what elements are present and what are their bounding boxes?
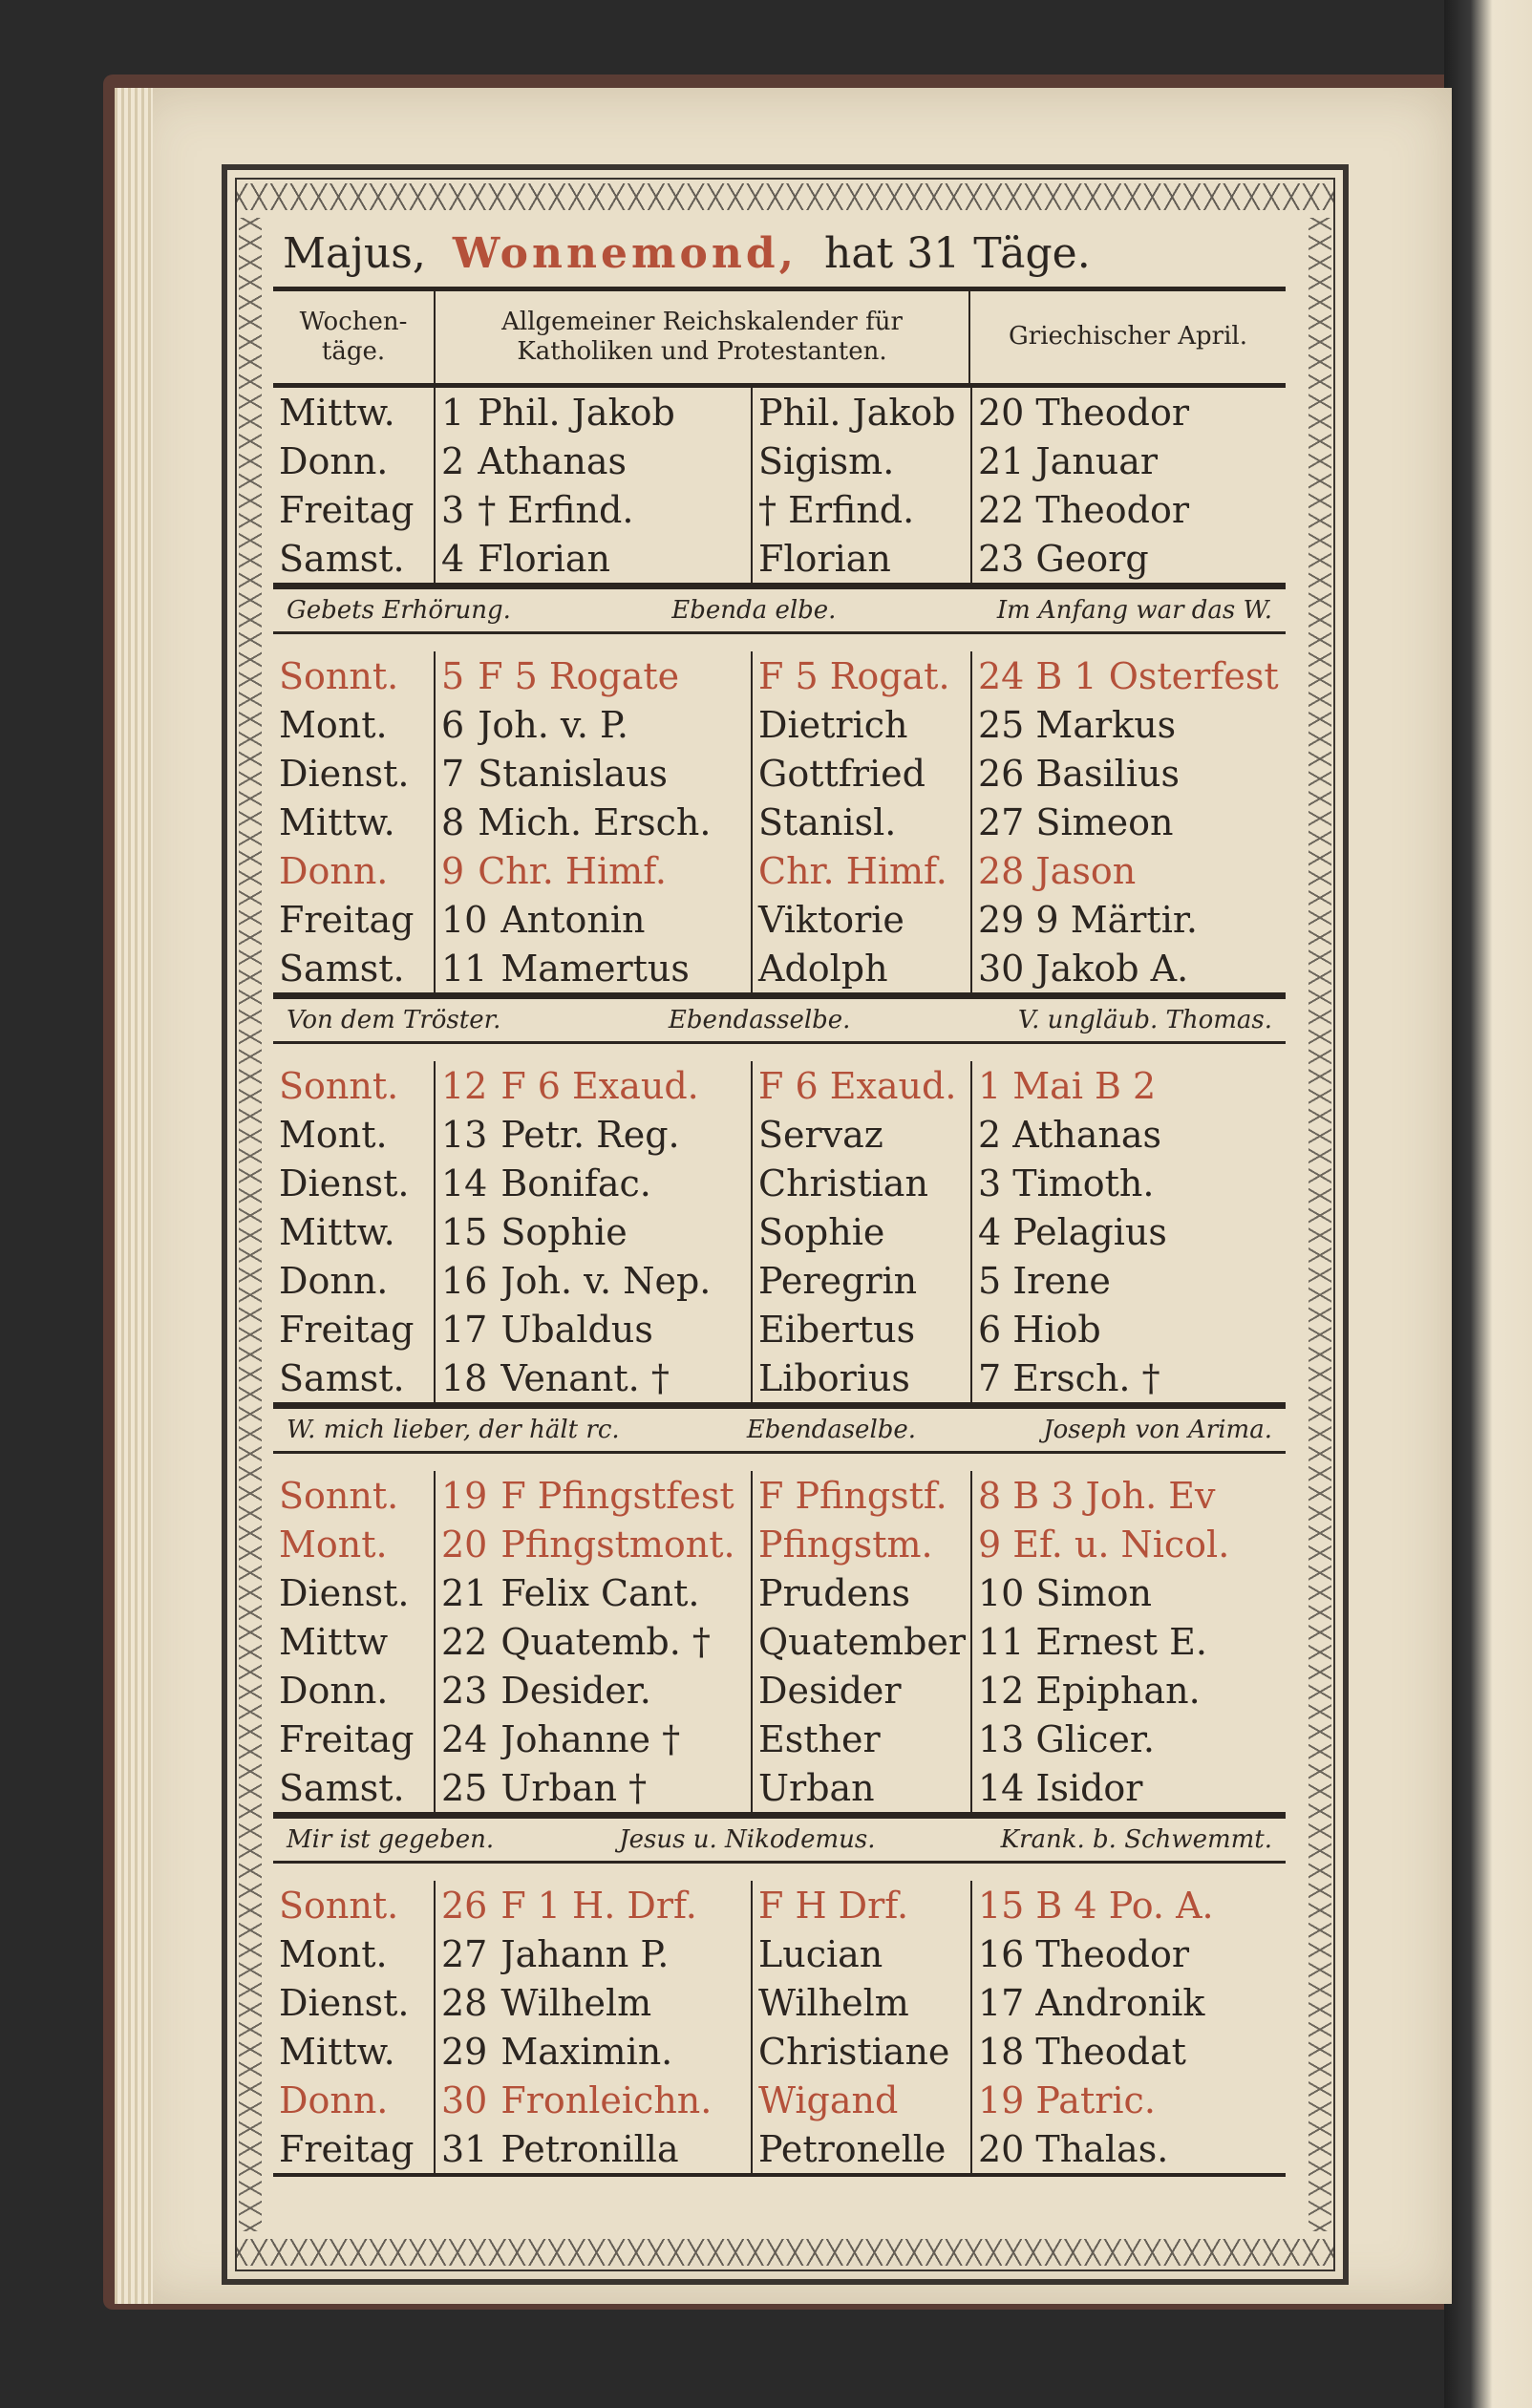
saint-name: Joh. v. P. [478,703,628,746]
day-number: 25 [441,1766,488,1809]
calendar-day-row [273,534,1286,583]
month-day-count: hat 31 Täge. [823,228,1091,278]
saint-name: F 5 Rogate [478,654,680,697]
calendar-day-row [273,1207,1286,1256]
weekday-cell: Sonnt. [273,1061,436,1110]
weeks-container [273,388,1286,2194]
day-number: 21 [441,1571,488,1614]
greek-calendar-cell: 5 Irene [970,1256,1286,1305]
catholic-saint-cell [436,2128,751,2170]
weekday-cell: Sonnt. [273,651,436,700]
protestant-saint-cell: Viktorie [751,895,970,944]
day-number: 26 [441,1884,488,1927]
weekday-cell: Mont. [273,700,436,749]
weekday-cell: Freitag [273,485,436,534]
saint-name: Petronilla [500,2127,679,2170]
calendar-day-row [273,700,1286,749]
protestant-saint-cell: Stanisl. [751,798,970,846]
saint-name: Florian [478,537,611,580]
weekday-cell: Samst. [273,1353,436,1402]
header-general-calendar: Allgemeiner Reichskalender für Katholiken und Protestanten. [436,291,970,383]
protestant-saint-cell: † Erfind. [751,485,970,534]
catholic-saint-cell [436,2031,751,2073]
zigzag-border-bottom [237,2239,1333,2266]
protestant-saint-cell: Urban [751,1763,970,1812]
weekday-cell: Samst. [273,1763,436,1812]
saint-name: Stanislaus [478,752,669,795]
saint-name: Mich. Ersch. [478,800,712,843]
protestant-saint-cell: Lucian [751,1929,970,1978]
protestant-saint-cell: Wigand [751,2076,970,2124]
protestant-saint-cell: Petronelle [751,2124,970,2173]
weekday-cell: Mont. [273,1520,436,1568]
day-number: 22 [441,1620,488,1663]
protestant-saint-cell: F H Drf. [751,1881,970,1929]
protestant-saint-cell: Dietrich [751,700,970,749]
greek-calendar-cell: 1 Mai B 2 [970,1061,1286,1110]
day-number: 17 [441,1308,488,1351]
day-number: 14 [441,1161,488,1204]
gospel-reading: Krank. b. Schwemmt. [1000,1825,1272,1854]
day-number: 5 [441,654,465,697]
catholic-saint-cell [436,899,751,941]
week-spacer [273,2177,1286,2194]
weekday-cell: Sonnt. [273,1881,436,1929]
month-latin: Majus, [283,228,426,278]
greek-calendar-cell: 27 Simeon [970,798,1286,846]
greek-calendar-cell: 16 Theodor [970,1929,1286,1978]
protestant-saint-cell: Christiane [751,2027,970,2076]
day-number: 3 [441,488,465,531]
greek-calendar-cell: 26 Basilius [970,749,1286,798]
catholic-saint-cell [436,1114,751,1156]
day-number: 12 [441,1064,488,1107]
protestant-saint-cell: F 6 Exaud. [751,1061,970,1110]
saint-name: Felix Cant. [500,1571,700,1614]
weekday-cell: Sonnt. [273,1471,436,1520]
greek-calendar-cell: 12 Epiphan. [970,1666,1286,1715]
weekday-cell: Donn. [273,2076,436,2124]
calendar-day-row [273,895,1286,944]
weekday-cell: Donn. [273,1666,436,1715]
greek-calendar-cell: 20 Theodor [970,388,1286,437]
catholic-saint-cell [436,1572,751,1614]
saint-name: F 6 Exaud. [500,1064,699,1107]
calendar-day-row [273,1305,1286,1353]
zigzag-border-left [239,218,262,2231]
day-number: 9 [441,849,465,892]
weekday-cell: Dienst. [273,1978,436,2027]
week-block [273,651,1286,996]
week-block [273,1881,1286,2177]
decorative-border [222,164,1349,2285]
catholic-saint-cell [436,1933,751,1975]
day-number: 31 [441,2127,488,2170]
saint-name: Maximin. [500,2030,673,2073]
weekday-cell: Freitag [273,1305,436,1353]
catholic-saint-cell [436,1260,751,1302]
saint-name: Wilhelm [500,1981,652,2024]
weekday-cell: Freitag [273,2124,436,2173]
day-number: 27 [441,1932,488,1975]
calendar-day-row [273,798,1286,846]
calendar-day-row [273,651,1286,700]
catholic-saint-cell [436,753,751,795]
weekday-cell: Mittw. [273,1207,436,1256]
greek-calendar-cell: 4 Pelagius [970,1207,1286,1256]
calendar-day-row [273,1617,1286,1666]
catholic-saint-cell [436,704,751,746]
day-number: 13 [441,1113,488,1156]
catholic-saint-cell [436,1885,751,1927]
greek-calendar-cell: 29 9 Märtir. [970,895,1286,944]
catholic-saint-cell [436,1357,751,1399]
day-number: 6 [441,703,465,746]
greek-calendar-cell: 3 Timoth. [970,1159,1286,1207]
zigzag-border-top [237,183,1333,210]
gospel-reading: W. mich lieber, der hält rc. [287,1416,620,1444]
saint-name: Jahann P. [500,1932,670,1975]
protestant-saint-cell: Phil. Jakob [751,388,970,437]
weekday-cell: Dienst. [273,749,436,798]
page-stack-edge [115,88,153,2304]
calendar-day-row [273,2076,1286,2124]
greek-calendar-cell: 22 Theodor [970,485,1286,534]
greek-calendar-cell: 24 B 1 Osterfest [970,651,1286,700]
saint-name: Venant. † [500,1356,670,1399]
saint-name: Phil. Jakob [478,391,675,434]
weekday-cell: Mont. [273,1929,436,1978]
weekday-cell: Dienst. [273,1568,436,1617]
protestant-saint-cell: Liborius [751,1353,970,1402]
weekday-cell: Donn. [273,846,436,895]
catholic-saint-cell [436,1767,751,1809]
saint-name: Petr. Reg. [500,1113,680,1156]
greek-calendar-cell: 7 Ersch. † [970,1353,1286,1402]
catholic-saint-cell [436,948,751,990]
calendar-day-row [273,1520,1286,1568]
saint-name: Quatemb. † [500,1620,711,1663]
gospel-reading: Gebets Erhörung. [287,596,511,625]
greek-calendar-cell: 21 Januar [970,437,1286,485]
day-number: 1 [441,391,465,434]
week-spacer [273,634,1286,651]
day-number: 8 [441,800,465,843]
zigzag-border-right [1309,218,1331,2231]
saint-name: F Pfingstfest [500,1474,734,1517]
saint-name: Mamertus [500,947,690,990]
day-number: 16 [441,1259,488,1302]
saint-name: Desider. [500,1669,651,1712]
weekday-cell: Samst. [273,534,436,583]
saint-name: Fronleichn. [500,2078,713,2121]
gospel-reading: Von dem Tröster. [287,1006,501,1034]
gospel-reading: Ebendasselbe. [668,1006,851,1034]
catholic-saint-cell [436,850,751,892]
protestant-saint-cell: F Pfingstf. [751,1471,970,1520]
day-number: 10 [441,898,488,941]
weekday-cell: Mont. [273,1110,436,1159]
calendar-day-row [273,944,1286,992]
gospel-reading: Im Anfang war das W. [996,596,1272,625]
day-number: 2 [441,439,465,482]
weekday-cell: Mittw. [273,798,436,846]
saint-name: Athanas [478,439,627,482]
protestant-saint-cell: Peregrin [751,1256,970,1305]
column-headers [273,291,1286,388]
calendar-day-row [273,485,1286,534]
calendar-table [273,220,1286,2226]
catholic-saint-cell [436,1982,751,2024]
month-title [273,220,1286,291]
calendar-day-row [273,1715,1286,1763]
day-number: 19 [441,1474,488,1517]
calendar-day-row [273,1881,1286,1929]
weekday-cell: Samst. [273,944,436,992]
protestant-saint-cell: Adolph [751,944,970,992]
catholic-saint-cell [436,1524,751,1566]
saint-name: F 1 H. Drf. [500,1884,697,1927]
calendar-day-row [273,846,1286,895]
weekday-cell: Mittw [273,1617,436,1666]
weekday-cell: Freitag [273,895,436,944]
protestant-saint-cell: Chr. Himf. [751,846,970,895]
gospel-reading-line [273,996,1286,1044]
catholic-saint-cell [436,1718,751,1760]
protestant-saint-cell: F 5 Rogat. [751,651,970,700]
calendar-day-row [273,437,1286,485]
greek-calendar-cell: 30 Jakob A. [970,944,1286,992]
protestant-saint-cell: Esther [751,1715,970,1763]
catholic-saint-cell [436,1065,751,1107]
day-number: 29 [441,2030,488,2073]
catholic-saint-cell [436,1621,751,1663]
day-number: 15 [441,1210,488,1253]
catholic-saint-cell [436,801,751,843]
gospel-reading: Joseph von Arima. [1043,1416,1272,1444]
calendar-day-row [273,1763,1286,1812]
gospel-reading-line [273,1816,1286,1864]
protestant-saint-cell: Pfingstm. [751,1520,970,1568]
protestant-saint-cell: Servaz [751,1110,970,1159]
header-weekday: Wochen-täge. [273,291,436,383]
weekday-cell: Mittw. [273,2027,436,2076]
day-number: 30 [441,2078,488,2121]
calendar-day-row [273,1666,1286,1715]
day-number: 18 [441,1356,488,1399]
day-number: 24 [441,1717,488,1760]
catholic-saint-cell [436,655,751,697]
greek-calendar-cell: 6 Hiob [970,1305,1286,1353]
calendar-day-row [273,1978,1286,2027]
day-number: 7 [441,752,465,795]
saint-name: Joh. v. Nep. [500,1259,712,1302]
protestant-saint-cell: Wilhelm [751,1978,970,2027]
greek-calendar-cell: 25 Markus [970,700,1286,749]
catholic-saint-cell [436,392,751,434]
gospel-reading: Ebendaselbe. [746,1416,917,1444]
calendar-day-row [273,388,1286,437]
calendar-day-row [273,1256,1286,1305]
greek-calendar-cell: 18 Theodat [970,2027,1286,2076]
saint-name: Antonin [500,898,646,941]
gospel-reading: Mir ist gegeben. [287,1825,495,1854]
greek-calendar-cell: 19 Patric. [970,2076,1286,2124]
protestant-saint-cell: Sophie [751,1207,970,1256]
greek-calendar-cell: 9 Ef. u. Nicol. [970,1520,1286,1568]
protestant-saint-cell: Prudens [751,1568,970,1617]
greek-calendar-cell: 2 Athanas [970,1110,1286,1159]
day-number: 28 [441,1981,488,2024]
greek-calendar-cell: 23 Georg [970,534,1286,583]
week-spacer [273,1454,1286,1471]
calendar-day-row [273,1471,1286,1520]
gospel-reading: Jesus u. Nikodemus. [619,1825,876,1854]
protestant-saint-cell: Sigism. [751,437,970,485]
header-greek-calendar: Griechischer April. [1009,322,1247,352]
day-number: 23 [441,1669,488,1712]
gospel-reading-line [273,1406,1286,1454]
weekday-cell: Freitag [273,1715,436,1763]
book-spine [1444,0,1532,2408]
calendar-day-row [273,749,1286,798]
catholic-saint-cell [436,1475,751,1517]
calendar-day-row [273,2027,1286,2076]
calendar-day-row [273,1929,1286,1978]
week-spacer [273,1044,1286,1061]
calendar-day-row [273,2124,1286,2173]
weekday-cell: Donn. [273,437,436,485]
saint-name: † Erfind. [478,488,634,531]
greek-calendar-cell: 28 Jason [970,846,1286,895]
saint-name: Johanne † [500,1717,681,1760]
greek-calendar-cell: 14 Isidor [970,1763,1286,1812]
week-block [273,1471,1286,1816]
week-block [273,388,1286,586]
day-number: 4 [441,537,465,580]
catholic-saint-cell [436,489,751,531]
week-block [273,1061,1286,1406]
month-german: Wonnemond, [452,228,798,278]
gospel-reading: V. ungläub. Thomas. [1017,1006,1272,1034]
protestant-saint-cell: Eibertus [751,1305,970,1353]
calendar-day-row [273,1568,1286,1617]
saint-name: Bonifac. [500,1161,651,1204]
gospel-reading-line [273,586,1286,634]
catholic-saint-cell [436,1162,751,1204]
greek-calendar-cell: 11 Ernest E. [970,1617,1286,1666]
calendar-day-row [273,1353,1286,1402]
catholic-saint-cell [436,1309,751,1351]
day-number: 11 [441,947,488,990]
greek-calendar-cell: 20 Thalas. [970,2124,1286,2173]
protestant-saint-cell: Christian [751,1159,970,1207]
gospel-reading: Ebenda elbe. [671,596,837,625]
catholic-saint-cell [436,2079,751,2121]
calendar-day-row [273,1110,1286,1159]
protestant-saint-cell: Desider [751,1666,970,1715]
greek-calendar-cell: 8 B 3 Joh. Ev [970,1471,1286,1520]
greek-calendar-cell: 17 Andronik [970,1978,1286,2027]
greek-calendar-cell: 15 B 4 Po. A. [970,1881,1286,1929]
saint-name: Chr. Himf. [478,849,667,892]
protestant-saint-cell: Florian [751,534,970,583]
week-spacer [273,1864,1286,1881]
greek-calendar-cell: 10 Simon [970,1568,1286,1617]
saint-name: Pfingstmont. [500,1523,735,1566]
weekday-cell: Mittw. [273,388,436,437]
protestant-saint-cell: Quatember [751,1617,970,1666]
saint-name: Sophie [500,1210,628,1253]
catholic-saint-cell [436,538,751,580]
calendar-day-row [273,1061,1286,1110]
catholic-saint-cell [436,1211,751,1253]
calendar-day-row [273,1159,1286,1207]
catholic-saint-cell [436,440,751,482]
catholic-saint-cell [436,1670,751,1712]
saint-name: Urban † [500,1766,648,1809]
weekday-cell: Dienst. [273,1159,436,1207]
protestant-saint-cell: Gottfried [751,749,970,798]
greek-calendar-cell: 13 Glicer. [970,1715,1286,1763]
day-number: 20 [441,1523,488,1566]
saint-name: Ubaldus [500,1308,653,1351]
weekday-cell: Donn. [273,1256,436,1305]
